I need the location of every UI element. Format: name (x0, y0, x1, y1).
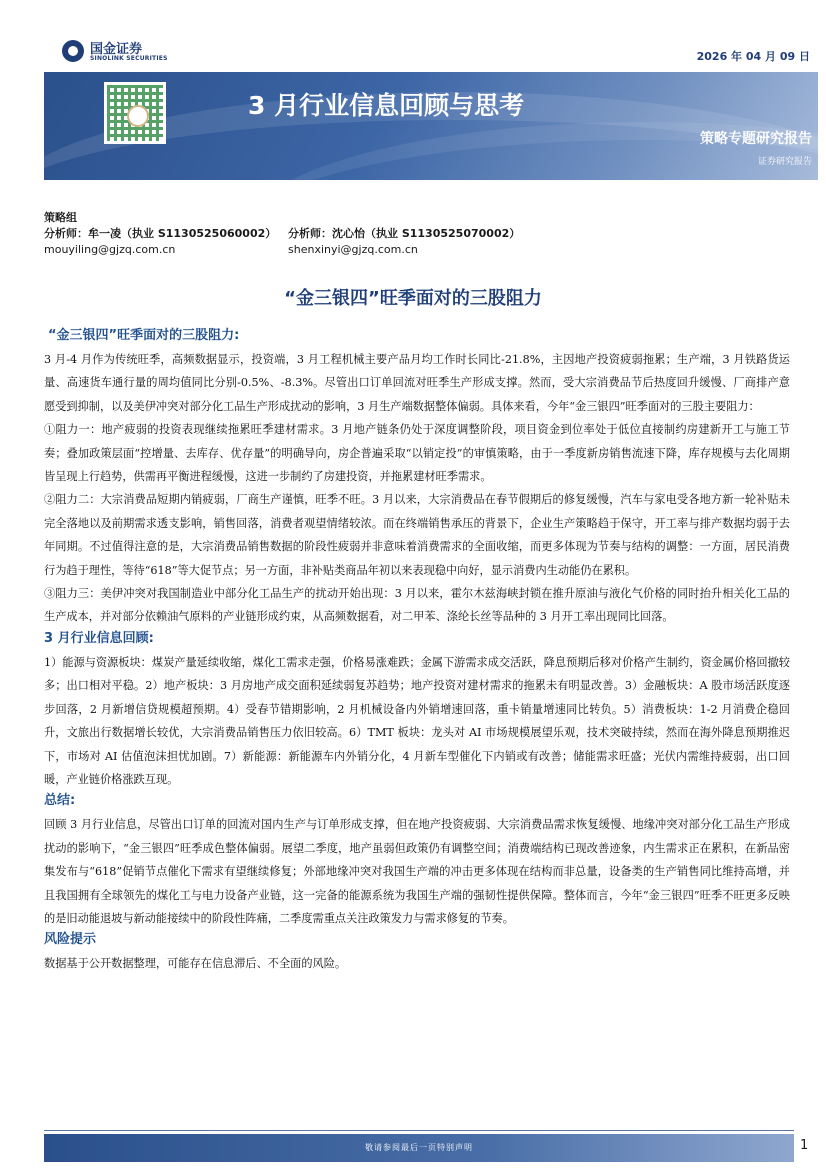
section-heading: 3 月行业信息回顾: (44, 630, 154, 646)
section-heading: 风险提示 (44, 932, 97, 948)
main-title: “金三银四”旺季面对的三股阻力 (284, 288, 542, 309)
footer-disclaimer: 敬请参阅最后一页特别声明 (365, 1143, 473, 1152)
paragraph: ②阻力二：大宗消费品短期内销疲弱，厂商生产谨慎，旺季不旺。3 月以来，大宗消费品在春节假期后的修复缓慢，汽车与家电受各地方新一轮补贴未完全落地以及前期需求透支影响，销售回落，消费者观望情绪较浓。而在终端销售承压的背景下，企业生产策略趋于保守，开工率与排产数据均弱于去年同期。不过值得注意的是，大宗消费品销售数据的阶段性疲弱并非意味着消费需求的全面收缩，而更多体现为节奏与结构的调整：一方面，居民消费行为趋于理性，等待“618”等大促节点；另一方面，非补贴类商品年初以来表现稳中向好，显示消费内生动能仍在累积。 (44, 493, 790, 577)
report-body (44, 326, 790, 976)
paragraph: 1）能源与资源板块：煤炭产量延续收缩，煤化工需求走强，价格易涨难跌；金属下游需求成交活跃，降息预期后移对价格产生制约，资金属价格回撤较多；出口相对平稳。2）地产板块：3 月房地产成交面积延续弱复苏趋势；地产投资对建材需求的拖累未有明显改善。3）金融板块：A 股市场活跃度逐步回落，2 月新增信贷规模超预期。4）受春节错期影响，2 月机械设备内外销增速回落，重卡销量增速同比转负。5）消费板块：1-2 月消费企稳回升，文旅出行数据增长较优，大宗消费品销售压力依旧较高。6）TMT 板块：龙头对 AI 市场规模展望乐观，技术突破持续，然而在海外降息预期推迟下，市场对 AI 估值泡沫担忧加剧。7）新能源：新能源车内外销分化，4 月新车型催化下内销或有改善；储能需求旺盛；光伏内需维持疲弱，出口回暖，产业链价格涨跌互现。 (44, 655, 790, 786)
analyst-1: 分析师：牟一凌（执业 S1130525060002） (44, 227, 277, 240)
report-subtype: 证券研究报告 (757, 157, 812, 167)
page-number: 1 (800, 1138, 809, 1153)
section-heading: “金三银四”旺季面对的三股阻力: (48, 328, 240, 343)
company-logo-icon (62, 40, 84, 62)
report-title: 3 月行业信息回顾与思考 (248, 91, 525, 120)
company-name: 国金证券 (90, 42, 143, 57)
company-name-en: SINOLINK SECURITIES (90, 55, 168, 62)
analyst-block (44, 210, 520, 258)
analyst-2-email[interactable]: shenxinyi@gjzq.com.cn (288, 243, 418, 256)
analyst-2: 分析师：沈心怡（执业 S1130525070002） (288, 227, 521, 240)
team-name: 策略组 (44, 211, 77, 224)
paragraph: ③阻力三：美伊冲突对我国制造业中部分化工品生产的扰动开始出现：3 月以来，霍尔木兹海峡封锁在推升原油与液化气价格的同时抬升相关化工品的生产成本，并对部分依赖油气原料的产业链形成约束，从高频数据看，对二甲苯、涤纶长丝等品种的 3 月开工率出现同比回落。 (44, 587, 790, 624)
section-heading: 总结: (44, 793, 76, 809)
analyst-1-email[interactable]: mouyiling@gjzq.com.cn (44, 243, 176, 256)
footer-banner (44, 1134, 794, 1162)
qr-code-icon (104, 82, 166, 144)
report-type: 策略专题研究报告 (700, 131, 812, 147)
report-date: 2026 年 04 月 09 日 (696, 50, 810, 63)
paragraph: 3 月-4 月作为传统旺季，高频数据显示，投资端，3 月工程机械主要产品月均工作时长同比-21.8%，主因地产投资疲弱拖累；生产端，3 月铁路货运量、高速货车通行量的周均值同比分别-0.5%、-8.3%。尽管出口订单回流对旺季生产形成支撑。然而，受大宗消费品节后热度回升缓慢、厂商排产意愿受到抑制，以及美伊冲突对部分化工品生产形成扰动的影响，3 月生产端数据整体偏弱。具体来看，今年“金三银四”旺季面对的三股主要阻力： (44, 353, 790, 413)
footer-divider (44, 1130, 794, 1131)
paragraph: ①阻力一：地产疲弱的投资表现继续拖累旺季建材需求。3 月地产链条仍处于深度调整阶段，项目资金到位率处于低位直接制约房建新开工与施工节奏；叠加政策层面“控增量、去库存、优存量”的明确导向，房企普遍采取“以销定投”的审慎策略，由于一季度新房销售流速下降，库存规模与去化周期皆呈现上行趋势，供需再平衡进程缓慢，这进一步制约了房建投资，并拖累建材旺季需求。 (44, 423, 790, 484)
paragraph: 回顾 3 月行业信息，尽管出口订单的回流对国内生产与订单形成支撑，但在地产投资疲弱、大宗消费品需求恢复缓慢、地缘冲突对部分化工品生产形成扰动的影响下，“金三银四”旺季成色整体偏弱。展望二季度，地产虽弱但政策仍有调整空间；消费端结构已现改善迹象，内生需求正在累积，在新品密集发布与“618”促销节点催化下需求有望继续修复；外部地缘冲突对我国生产端的冲击更多体现在结构而非总量，设备类的生产销售同比维持高增，并且我国拥有全球领先的煤化工与电力设备产业链，这一完备的能源系统为我国生产端的强韧性提供保障。整体而言，今年“金三银四”旺季不旺更多反映的是旧动能退坡与新动能接续中的阶段性阵痛，二季度需重点关注政策发力与需求修复的节奏。 (44, 818, 790, 925)
paragraph: 数据基于公开数据整理，可能存在信息滞后、不全面的风险。 (44, 957, 347, 971)
